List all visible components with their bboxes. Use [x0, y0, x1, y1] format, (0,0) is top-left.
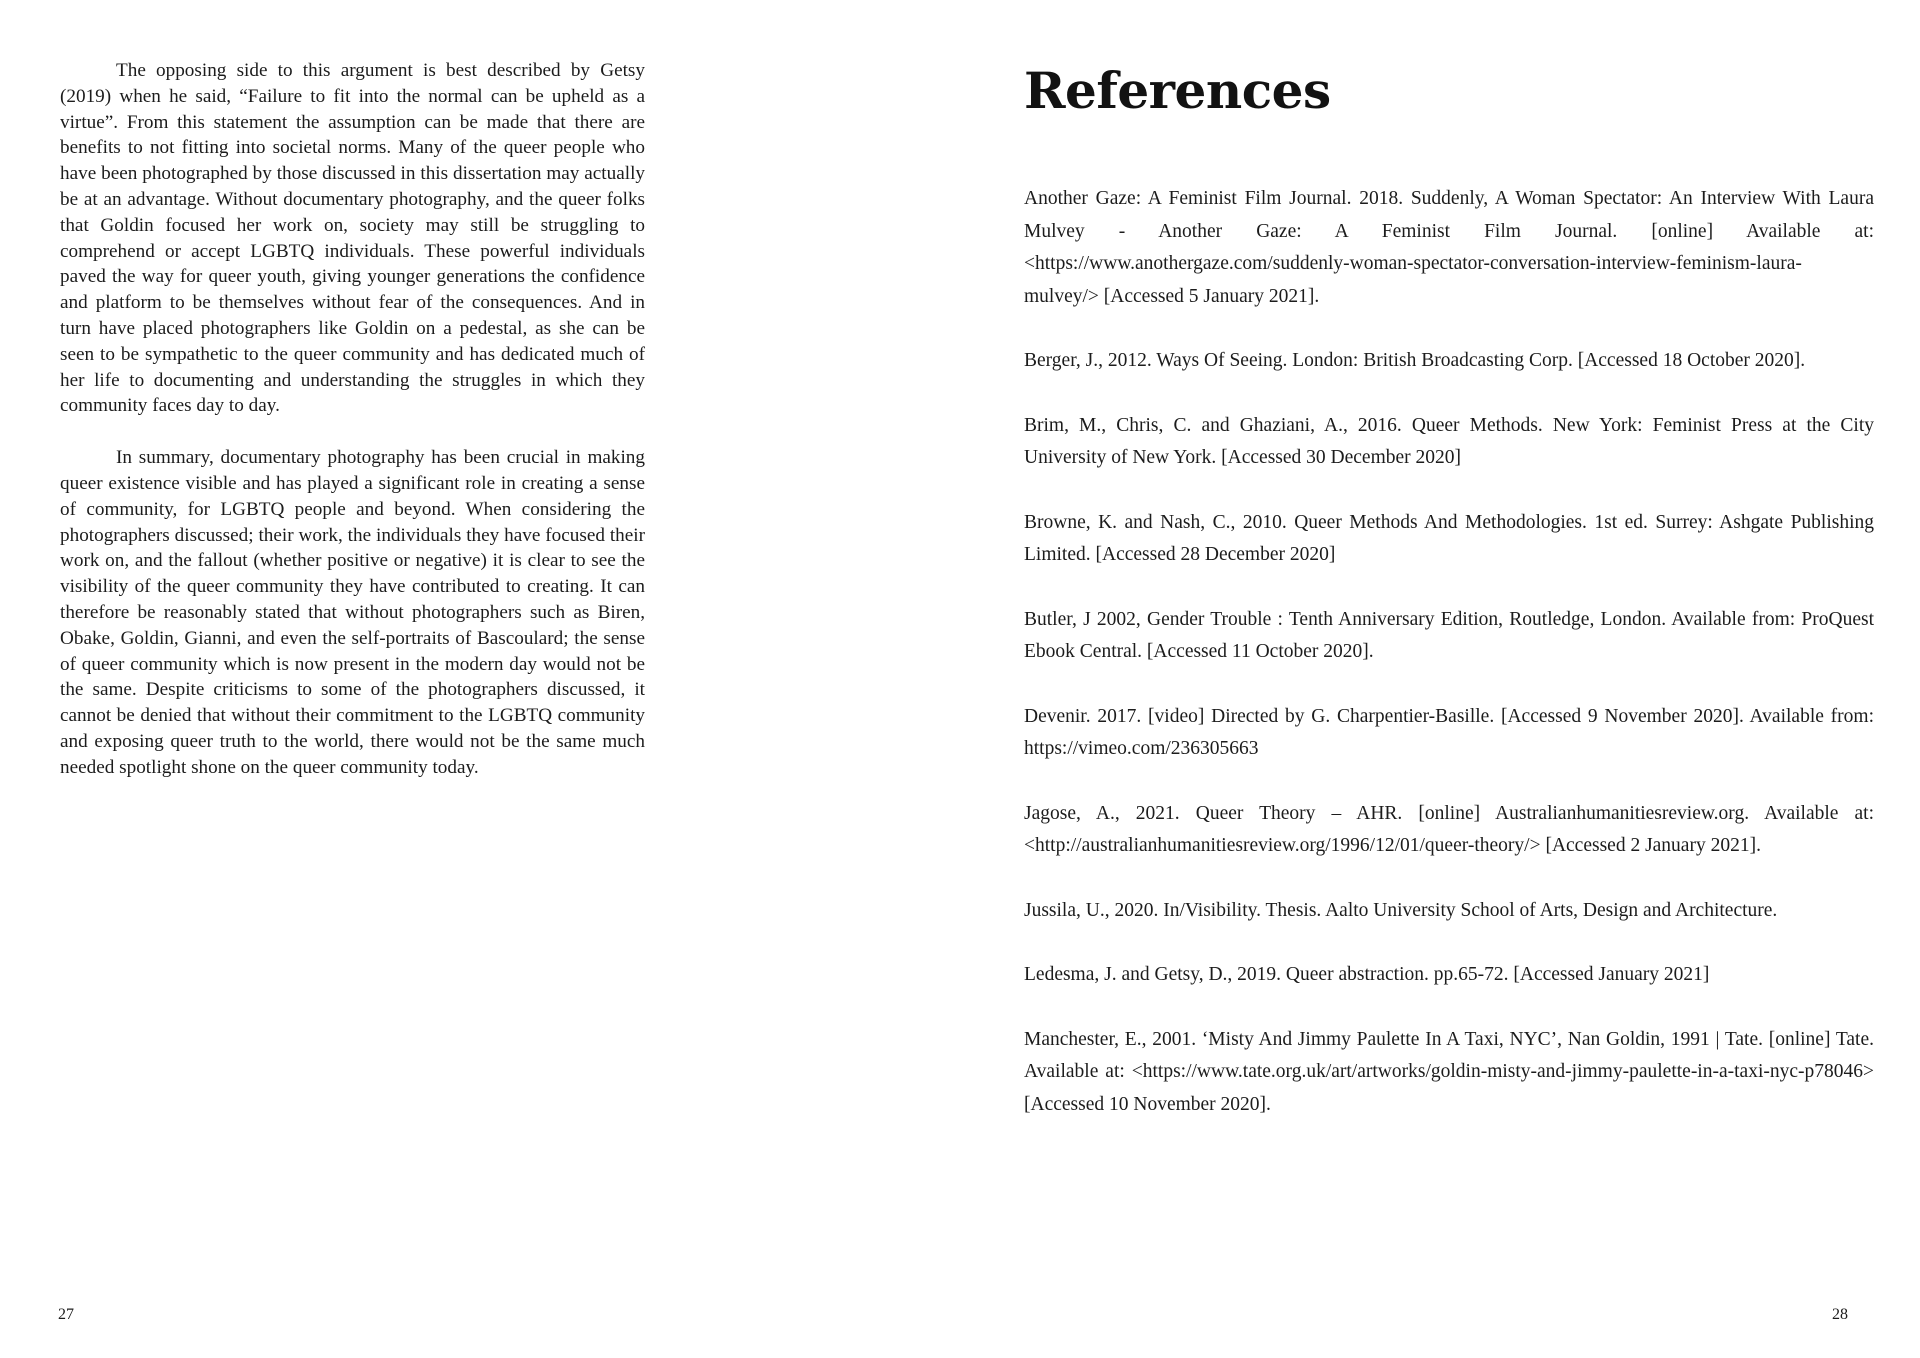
reference-item: Ledesma, J. and Getsy, D., 2019. Queer abstraction. pp.65-72. [Accessed January 2021] [1024, 964, 1710, 985]
reference-item: Another Gaze: A Feminist Film Journal. 2018. Suddenly, A Woman Spectator: An Interview With Laura Mulvey - Another Gaze: A Feminist Film Journal. [online] Available at: <https://www.anothergaze.com/suddenly-woman-spectator-conversation-interview-feminism-laura-mulvey/> [Accessed 5 January 2021]. [1024, 188, 1874, 307]
reference-item: Manchester, E., 2001. ‘Misty And Jimmy Paulette In A Taxi, NYC’, Nan Goldin, 1991 | Tate. [online] Tate. Available at: <https://www.tate.org.uk/art/artworks/goldin-misty-and-jimmy-paulette-in-a-taxi-nyc-p78046> [Accessed 10 November 2020]. [1024, 1028, 1874, 1115]
page-number-left: 27 [58, 1306, 74, 1323]
reference-item: Devenir. 2017. [video] Directed by G. Charpentier-Basille. [Accessed 9 November 2020]. Available from: https://vimeo.com/236305663 [1024, 705, 1874, 759]
reference-item: Berger, J., 2012. Ways Of Seeing. London: British Broadcasting Corp. [Accessed 18 October 2020]. [1024, 350, 1806, 371]
reference-item: Jussila, U., 2020. In/Visibility. Thesis. Aalto University School of Arts, Design and Architecture. [1024, 899, 1778, 921]
reference-item: Butler, J 2002, Gender Trouble : Tenth Anniversary Edition, Routledge, London. Available from: ProQuest Ebook Central. [Accessed 11 October 2020]. [1024, 608, 1874, 662]
reference-item: Brim, M., Chris, C. and Ghaziani, A., 2016. Queer Methods. New York: Feminist Press at the City University of New York. [Accessed 30 December 2020] [1024, 414, 1874, 468]
references-title: References [1024, 61, 1331, 120]
references-list [1024, 183, 1874, 1153]
reference-item: Browne, K. and Nash, C., 2010. Queer Methods And Methodologies. 1st ed. Surrey: Ashgate Publishing Limited. [Accessed 28 December 2020] [1024, 511, 1874, 565]
page-number-right: 28 [1832, 1306, 1848, 1323]
body-paragraph-1: The opposing side to this argument is best described by Getsy (2019) when he said, “Failure to fit into the normal can be upheld as a virtue”. From this statement the assumption can be made that there are benefits to not fitting into societal norms. Many of the queer people who have been photographed by those discussed in this dissertation may actually be at an advantage. Without documentary photography, and the queer folks that Goldin focused her work on, society may still be struggling to comprehend or accept LGBTQ individuals. These powerful individuals paved the way for queer youth, giving younger generations the confidence and platform to be themselves without fear of the consequences. And in turn have placed photographers like Goldin on a pedestal, as she can be seen to be sympathetic to the queer community and has dedicated much of her life to documenting and understanding the struggles in which they community faces day to day. [60, 60, 645, 417]
body-text-column [60, 58, 645, 807]
reference-item: Jagose, A., 2021. Queer Theory – AHR. [online] Australianhumanitiesreview.org. Available at: <http://australianhumanitiesreview.org/1996/12/01/queer-theory/> [Accessed 2 January 2021]. [1024, 802, 1874, 856]
body-paragraph-2: In summary, documentary photography has been crucial in making queer existence visible and has played a significant role in creating a sense of community, for LGBTQ people and beyond. When considering the photographers discussed; their work, the individuals they have focused their work on, and the fallout (whether positive or negative) it is clear to see the visibility of the queer community they have contributed to creating. It can therefore be reasonably stated that without photographers such as Biren, Obake, Goldin, Gianni, and even the self-portraits of Bascoulard; the sense of queer community which is now present in the modern day would not be the same. Despite criticisms to some of the photographers discussed, it cannot be denied that without their commitment to the LGBTQ community and exposing queer truth to the world, there would not be the same much needed spotlight shone on the queer community today. [60, 447, 645, 778]
